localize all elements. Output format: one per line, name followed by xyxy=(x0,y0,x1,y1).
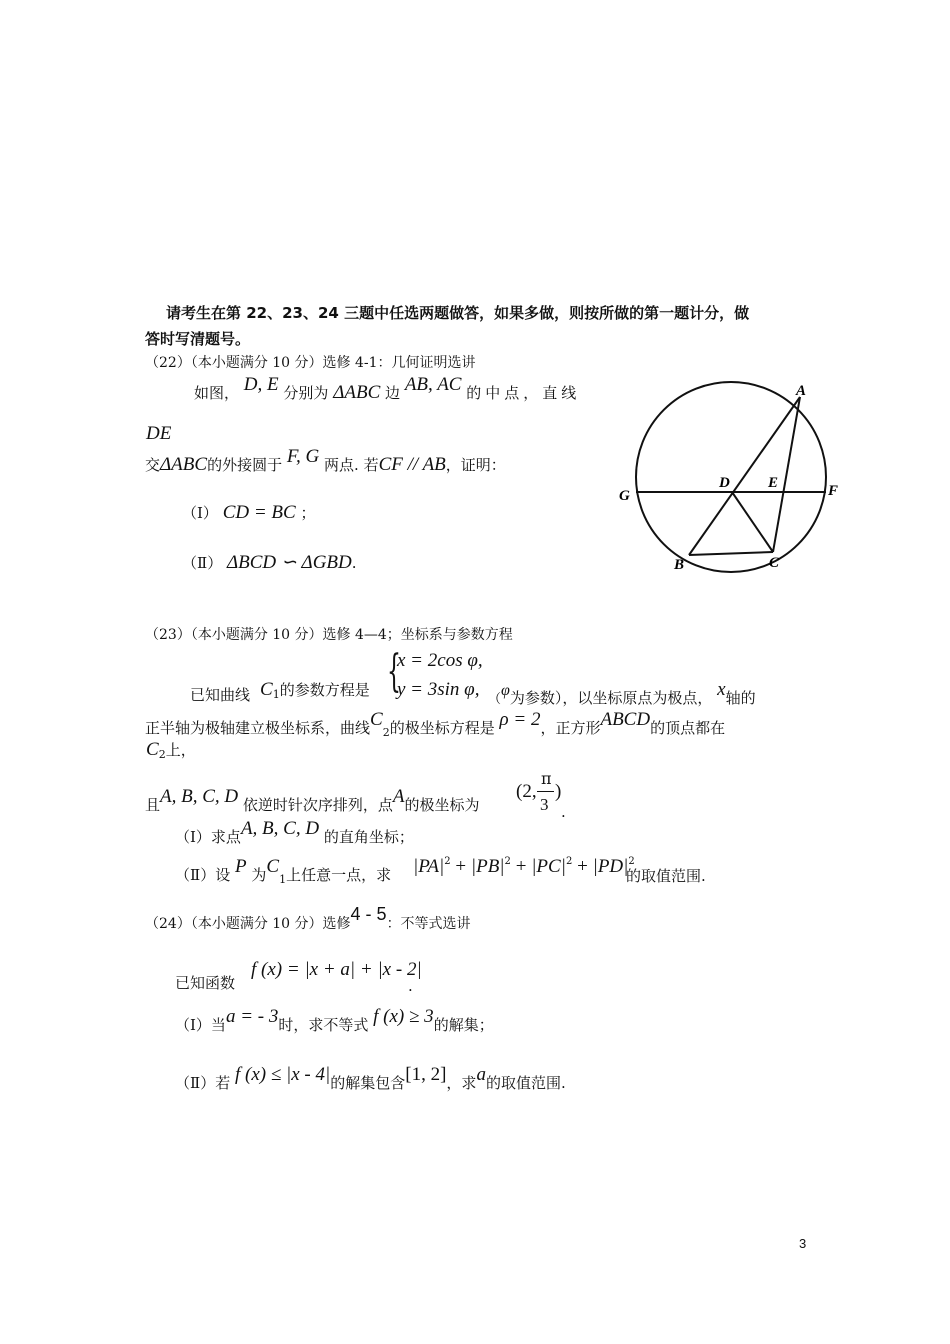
q22-text: 的中点，直线 xyxy=(466,384,581,402)
q22-text: 如图， xyxy=(194,384,240,402)
q23-text: 已知曲线 xyxy=(190,686,251,704)
q23-subscript: 2 xyxy=(382,726,390,739)
q23-line-4 xyxy=(145,786,480,815)
q23-math-pa: |PA| xyxy=(413,856,445,877)
q24-line-1 xyxy=(175,973,235,993)
q23-math-c: C xyxy=(260,679,273,700)
q23-pi: π xyxy=(541,769,552,788)
q23-math-points: A, B, C, D xyxy=(160,786,239,807)
circle-figure xyxy=(610,370,850,580)
q23-math-pb: |PB| xyxy=(470,856,505,877)
q23-text: 的直角坐标； xyxy=(323,828,414,846)
q23-coord-close: ) xyxy=(555,781,562,802)
q22-text: 边 xyxy=(385,384,401,402)
label-F: F xyxy=(828,483,839,499)
q24-function: f (x) = |x + a| + |x - 2| xyxy=(251,959,422,980)
q23-coord-open: (2, xyxy=(516,781,537,802)
fraction-bar xyxy=(537,791,554,792)
q22-math-triangle: ΔABC xyxy=(160,454,208,475)
q24-text: 的解集包含 xyxy=(330,1074,406,1092)
segment-bc xyxy=(689,552,773,555)
q23-math-c: C xyxy=(266,856,280,877)
q23-part-1 xyxy=(175,818,414,847)
q22-math-triangle: ΔABC xyxy=(333,382,381,403)
q23-plus: + xyxy=(455,856,467,877)
q23-part-label: （Ⅰ）求点 xyxy=(175,828,241,846)
q22-text: 交 xyxy=(145,456,161,474)
q23-eq-2: y = 3sin φ, xyxy=(397,679,480,700)
q22-math-fg: F, G xyxy=(286,446,320,467)
q22-text: 的外接圆于 xyxy=(207,456,283,474)
label-C: C xyxy=(769,555,780,571)
q24-part-label: （Ⅰ）当 xyxy=(175,1016,226,1034)
q24-text: ，求 xyxy=(446,1074,477,1092)
page-number: 3 xyxy=(799,1236,807,1251)
q23-text: 且 xyxy=(145,796,161,814)
q24-math-a-value: a = - 3 xyxy=(225,1006,279,1027)
q22-line-2 xyxy=(145,446,506,475)
q24-part-1 xyxy=(175,1006,494,1035)
label-G: G xyxy=(619,488,630,504)
q23-math-p: P xyxy=(234,856,247,877)
q24-header xyxy=(145,904,471,934)
q23-line-2 xyxy=(145,709,726,743)
label-B: B xyxy=(674,557,685,573)
q23-sum-expression xyxy=(413,852,635,877)
q24-text: 时，求不等式 xyxy=(278,1016,369,1034)
q22-header: （22）（本小题满分 10 分）选修 4-1：几何证明选讲 xyxy=(145,355,476,371)
q23-line-1-rest xyxy=(488,679,756,710)
q23-math-rho: ρ = 2 xyxy=(499,709,541,730)
q22-math-abac: AB, AC xyxy=(404,374,462,395)
q23-math-pd: |PD| xyxy=(592,856,629,877)
q22-text: 两点. 若 xyxy=(324,456,379,474)
q22-part-1 xyxy=(182,503,316,523)
q22-part1-expr: CD = BC xyxy=(222,502,296,523)
system-brace: { xyxy=(387,646,401,697)
q24-part-label: （Ⅱ）若 xyxy=(175,1074,231,1092)
q24-section-number: 4 - 5 xyxy=(350,904,387,924)
q22-part-2 xyxy=(182,553,357,573)
q23-subscript: 1 xyxy=(279,873,287,886)
q23-text: 为参数），以坐标原点为极点， xyxy=(509,689,713,707)
q23-square: 2 xyxy=(444,856,451,867)
q22-part-label: （Ⅱ） xyxy=(182,554,223,572)
q24-period: . xyxy=(408,977,413,995)
q23-math-phi: φ xyxy=(501,682,510,699)
q24-math-inequality: f (x) ≤ |x - 4| xyxy=(234,1064,331,1085)
q23-line-1 xyxy=(190,685,250,705)
q23-subscript: 2 xyxy=(158,748,166,761)
q23-part-label: （Ⅱ）设 xyxy=(175,866,231,884)
segment-dc xyxy=(732,492,773,552)
q24-math-inequality: f (x) ≥ 3 xyxy=(373,1006,434,1027)
intro-line-1: 请考生在第 22、23、24 三题中任选两题做答，如果多做，则按所做的第一题计分，做 xyxy=(166,304,750,322)
q24-math-interval: [1, 2] xyxy=(405,1064,447,1085)
q22-text: 分别为 xyxy=(283,384,329,402)
q23-text: 上任意一点，求 xyxy=(286,866,392,884)
label-E: E xyxy=(768,475,779,491)
q23-square: 2 xyxy=(565,856,573,867)
q23-text: 上， xyxy=(165,741,196,759)
q23-subscript: 1 xyxy=(272,688,280,701)
q23-header: （23）（本小题满分 10 分）选修 4—4；坐标系与参数方程 xyxy=(145,627,513,643)
q23-plus: + xyxy=(515,856,527,877)
q22-text: ，证明： xyxy=(445,456,506,474)
q23-math-c: C xyxy=(146,739,159,760)
q23-text: 依逆时针次序排列，点 xyxy=(242,796,393,814)
q22-math-de: D, E xyxy=(243,374,279,395)
q23-eq-1: x = 2cos φ, xyxy=(397,650,483,671)
intro-line-2: 答时写清题号。 xyxy=(145,330,251,348)
q23-text: 为 xyxy=(251,866,267,884)
q23-part2-end: 的取值范围. xyxy=(626,867,706,885)
q23-curve-c1 xyxy=(260,680,370,705)
q23-math-x: x xyxy=(717,679,726,700)
q23-math-pc: |PC| xyxy=(531,856,566,877)
q22-line-1 xyxy=(194,374,581,403)
q23-text: 的极坐标方程是 xyxy=(389,719,495,737)
q22-math-DE: DE xyxy=(146,423,172,444)
q24-part-2 xyxy=(175,1064,566,1093)
q23-text: 的极坐标为 xyxy=(404,796,480,814)
q23-part-2 xyxy=(175,856,392,890)
q23-three: 3 xyxy=(540,795,549,814)
q22-math-parallel: CF // AB xyxy=(378,454,446,475)
q24-math-a: a xyxy=(476,1064,486,1085)
q23-math-points: A, B, C, D xyxy=(240,818,320,839)
q24-text: 的解集； xyxy=(433,1016,494,1034)
q23-line-3 xyxy=(146,740,196,765)
label-A: A xyxy=(796,383,807,399)
q22-part-label: （Ⅰ） xyxy=(182,504,218,522)
q23-period: . xyxy=(561,803,566,821)
q23-text: ，正方形 xyxy=(540,719,601,737)
q22-text: . xyxy=(351,554,357,572)
q23-text: （ xyxy=(488,692,502,707)
q24-text: 的取值范围. xyxy=(485,1074,566,1092)
q24-text: 已知函数 xyxy=(175,974,236,992)
q23-text: 的参数方程是 xyxy=(279,681,370,699)
q22-part2-expr: ΔBCD ∽ ΔGBD xyxy=(226,552,352,573)
q24-text: （24）（本小题满分 10 分）选修 xyxy=(145,916,351,932)
q23-text: 轴的 xyxy=(725,689,756,707)
q23-math-a: A xyxy=(392,786,405,807)
segment-ab xyxy=(689,397,800,555)
q23-plus: + xyxy=(577,856,588,877)
q23-square: 2 xyxy=(628,856,635,867)
q23-text: 的顶点都在 xyxy=(650,719,726,737)
q23-square: 2 xyxy=(504,856,511,867)
q23-math-c: C xyxy=(370,709,383,730)
q24-text: ：不等式选讲 xyxy=(386,916,471,932)
q23-math-abcd: ABCD xyxy=(600,709,651,730)
q22-text: ； xyxy=(300,504,316,522)
label-D: D xyxy=(719,475,730,491)
q23-text: 正半轴为极轴建立极坐标系，曲线 xyxy=(145,719,371,737)
